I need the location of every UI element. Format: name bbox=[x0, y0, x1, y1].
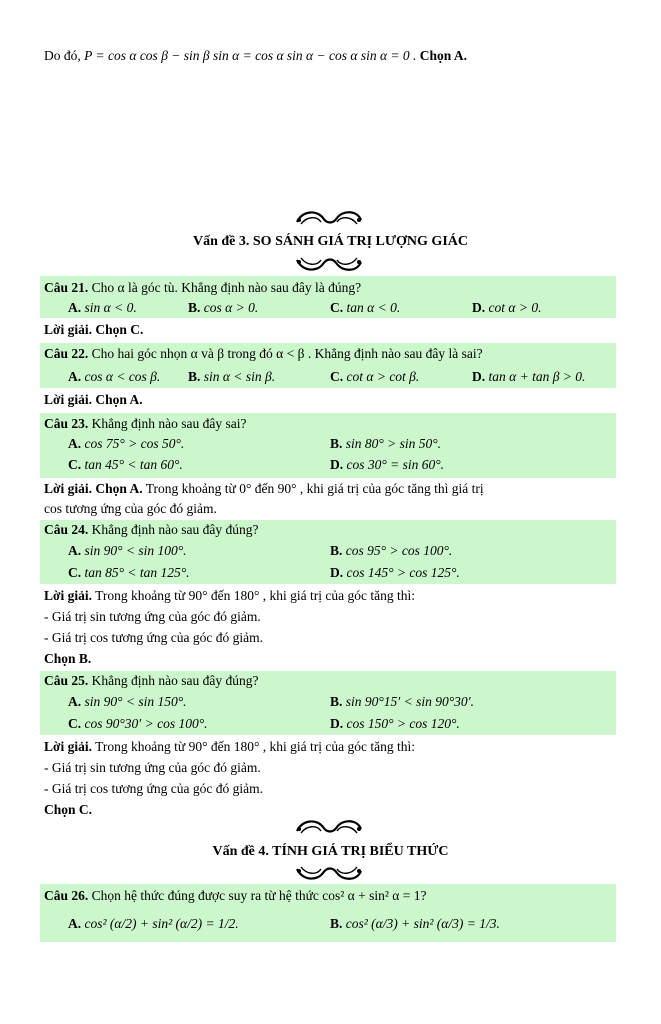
bullet: - Giá trị cos tương ứng của góc đó giảm. bbox=[44, 781, 263, 796]
option-c: C. tan 45° < tan 60°. bbox=[68, 457, 183, 472]
question-label: Câu 23. bbox=[44, 416, 89, 431]
question-25 bbox=[44, 673, 258, 689]
question-label: Câu 24. bbox=[44, 522, 89, 537]
swirl-ornament-icon bbox=[293, 863, 365, 883]
solution-label: Lời giải. Chọn C. bbox=[44, 322, 144, 337]
question-24 bbox=[44, 522, 258, 538]
question-text: Khẳng định nào sau đây đúng? bbox=[91, 522, 259, 537]
option-a: A. sin α < 0. bbox=[68, 300, 137, 315]
section-3-title: Vấn đề 3. SO SÁNH GIÁ TRỊ LƯỢNG GIÁC bbox=[193, 234, 468, 249]
question-text: Chọn hệ thức đúng được suy ra từ hệ thức cos² α + sin² α = 1? bbox=[91, 888, 427, 903]
question-text: Cho hai góc nhọn α và β trong đó α < β . Khẳng định nào sau đây là sai? bbox=[91, 346, 483, 361]
question-21 bbox=[44, 280, 361, 296]
question-label: Câu 22. bbox=[44, 346, 89, 361]
option-d: D. cos 150° > cos 120°. bbox=[330, 716, 460, 731]
option-c: C. tan α < 0. bbox=[330, 300, 401, 315]
option-b: B. sin 80° > sin 50°. bbox=[330, 436, 442, 451]
option-b: B. cos 95° > cos 100°. bbox=[330, 543, 453, 558]
question-label: Câu 25. bbox=[44, 673, 89, 688]
section-4-title: Vấn đề 4. TÍNH GIÁ TRỊ BIỂU THỨC bbox=[212, 844, 449, 859]
option-a: A. cos 75° > cos 50°. bbox=[68, 436, 185, 451]
conclusion-formula: P = cos α cos β − sin β sin α = cos α sin α − cos α sin α = 0 . bbox=[84, 48, 417, 63]
option-b: B. sin 90°15′ < sin 90°30′. bbox=[330, 694, 474, 709]
question-text: Khẳng định nào sau đây sai? bbox=[91, 416, 247, 431]
choice: Chọn B. bbox=[44, 651, 92, 666]
bullet: - Giá trị cos tương ứng của góc đó giảm. bbox=[44, 630, 263, 645]
question-label: Câu 26. bbox=[44, 888, 89, 903]
choice: Chọn C. bbox=[44, 802, 93, 817]
option-d: D. cot α > 0. bbox=[472, 300, 542, 315]
option-d: D. tan α + tan β > 0. bbox=[472, 369, 586, 384]
bullet: - Giá trị sin tương ứng của góc đó giảm. bbox=[44, 760, 261, 775]
solution: Lời giải. Trong khoảng từ 90° đến 180° , khi giá trị của góc tăng thì: bbox=[44, 588, 415, 603]
bullet: - Giá trị sin tương ứng của góc đó giảm. bbox=[44, 609, 261, 624]
question-label: Câu 21. bbox=[44, 280, 89, 295]
option-b: B. sin α < sin β. bbox=[188, 369, 276, 384]
question-text: Khẳng định nào sau đây đúng? bbox=[91, 673, 259, 688]
option-d: D. cos 145° > cos 125°. bbox=[330, 565, 460, 580]
solution-label: Lời giải. Chọn A. bbox=[44, 392, 143, 407]
option-d: D. cos 30° = sin 60°. bbox=[330, 457, 445, 472]
conclusion-prefix: Do đó, bbox=[44, 48, 81, 63]
question-22 bbox=[44, 346, 483, 362]
swirl-ornament-icon bbox=[293, 208, 365, 230]
conclusion-choice: Chọn A. bbox=[419, 48, 468, 63]
option-c: C. cot α > cot β. bbox=[330, 369, 420, 384]
top-conclusion bbox=[44, 48, 467, 64]
option-b: B. cos α > 0. bbox=[188, 300, 259, 315]
option-b: B. cos² (α/3) + sin² (α/3) = 1/3. bbox=[330, 916, 500, 931]
option-a: A. sin 90° < sin 150°. bbox=[68, 694, 187, 709]
swirl-ornament-icon bbox=[293, 254, 365, 274]
question-23 bbox=[44, 416, 246, 432]
option-a: A. sin 90° < sin 100°. bbox=[68, 543, 187, 558]
solution: Lời giải. Trong khoảng từ 90° đến 180° , khi giá trị của góc tăng thì: bbox=[44, 739, 415, 754]
solution-continued: cos tương ứng của góc đó giảm. bbox=[44, 501, 217, 516]
solution: Lời giải. Chọn A. Trong khoảng từ 0° đến 90° , khi giá trị của góc tăng thì giá trị bbox=[44, 481, 484, 496]
option-c: C. tan 85° < tan 125°. bbox=[68, 565, 190, 580]
swirl-ornament-icon bbox=[293, 817, 365, 839]
option-c: C. cos 90°30′ > cos 100°. bbox=[68, 716, 208, 731]
option-a: A. cos² (α/2) + sin² (α/2) = 1/2. bbox=[68, 916, 239, 931]
option-a: A. cos α < cos β. bbox=[68, 369, 161, 384]
question-26 bbox=[44, 888, 426, 904]
question-text: Cho α là góc tù. Khẳng định nào sau đây là đúng? bbox=[91, 280, 362, 295]
